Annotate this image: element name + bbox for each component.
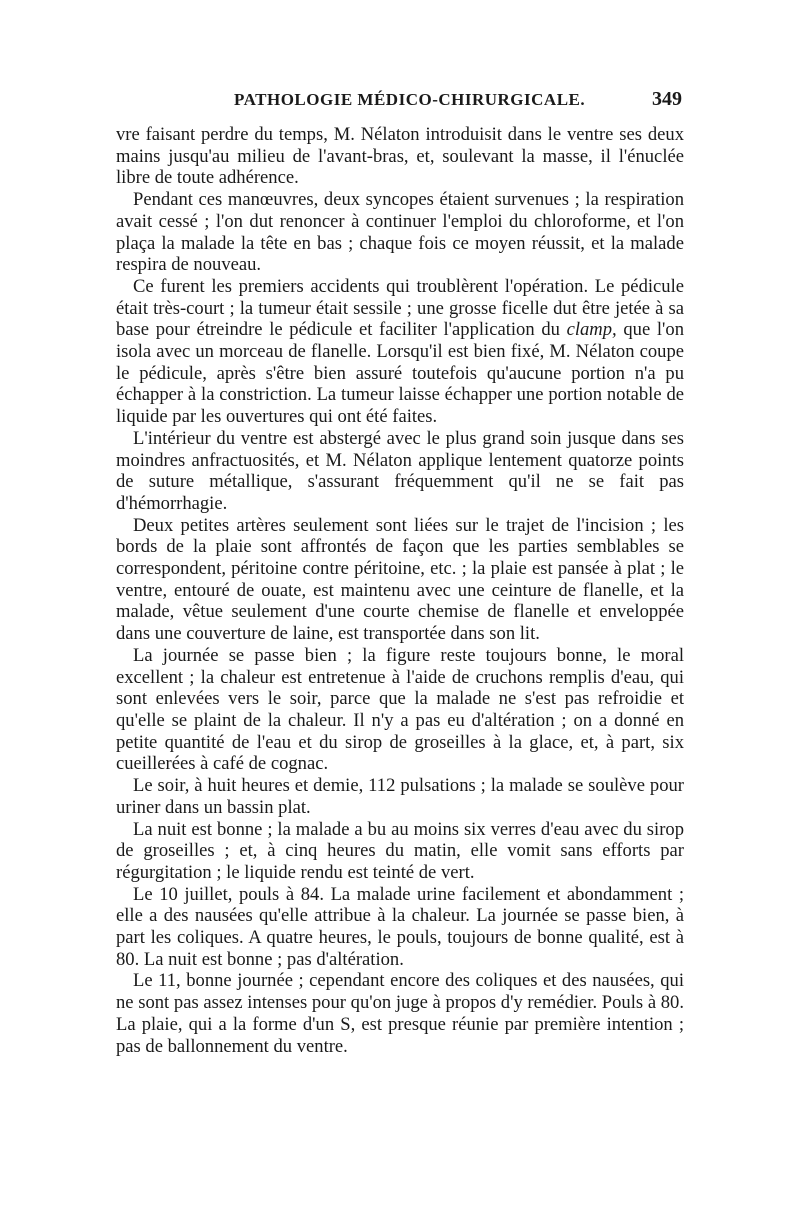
paragraph: La journée se passe bien ; la figure reste toujours bonne, le moral excellent ; la chaleur est entretenue à l'aide de cruchons remplis d'eau, qui sont enlevées vers le soir, parce que la malade ne s'est pas refroidie et qu'elle se plaint de la chaleur. Il n'y a pas eu d'altération ; on a donné en petite quantité de l'eau et du sirop de groseilles à la glace, et, à part, six cueillerées à café de cognac.: [116, 644, 684, 775]
paragraph: L'intérieur du ventre est abstergé avec le plus grand soin jusque dans ses moindres anfractuosités, et M. Nélaton applique lentement quatorze points de suture métallique, s'assurant fréquemment qu'il ne se fait pas d'hémorrhagie.: [116, 427, 684, 514]
paragraph: Le 10 juillet, pouls à 84. La malade urine facilement et abondamment ; elle a des nausées qu'elle attribue à la chaleur. La journée se passe bien, à part les coliques. A quatre heures, le pouls, toujours de bonne qualité, est à 80. La nuit est bonne ; pas d'altération.: [116, 883, 684, 970]
italic-term: clamp,: [566, 319, 617, 341]
paragraph: Deux petites artères seulement sont liées sur le trajet de l'incision ; les bords de la plaie sont affrontés de façon que les parties semblables se correspondent, péritoine contre péritoine, etc. ; la plaie est pansée à plat ; le ventre, entouré de ouate, est maintenu avec une ceinture de flanelle, et la malade, vêtue seulement d'une courte chemise de flanelle et enveloppée dans une couverture de laine, est transportée dans son lit.: [116, 514, 684, 645]
paragraph: Le 11, bonne journée ; cependant encore des coliques et des nausées, qui ne sont pas assez intenses pour qu'on juge à propos d'y remédier. Pouls à 80. La plaie, qui a la forme d'un S, est presque réunie par première intention ; pas de ballonnement du ventre.: [116, 970, 684, 1057]
running-title: PATHOLOGIE MÉDICO-CHIRURGICALE.: [234, 90, 586, 109]
paragraph-text: Ce furent les premiers accidents qui troublèrent l'opération. Le pédicule était très-court ; la tumeur était sessile ; une grosse ficelle dut être jetée à sa base pour étreindre le pédicule et faciliter l'application du: [116, 275, 684, 341]
paragraph-text: que l'on isola avec un morceau de flanelle. Lorsqu'il est bien fixé, M. Nélaton coupe le pédicule, après s'être bien assuré toutefois qu'aucune portion n'a pu échapper à la constriction. La tumeur laisse échapper une portion notable de liquide par les ouvertures qui ont été faites.: [116, 319, 684, 428]
paragraph: La nuit est bonne ; la malade a bu au moins six verres d'eau avec du sirop de groseilles ; et, à cinq heures du matin, elle vomit sans efforts par régurgitation ; le liquide rendu est teinté de vert.: [116, 818, 684, 883]
paragraph: Pendant ces manœuvres, deux syncopes étaient survenues ; la respiration avait cessé ; l'on dut renoncer à continuer l'emploi du chloroforme, et l'on plaça la malade la tête en bas ; chaque fois ce moyen réussit, et la malade respira de nouveau.: [116, 189, 684, 276]
paragraph-continued: vre faisant perdre du temps, M. Nélaton introduisit dans le ventre ses deux mains jusqu'au milieu de l'avant-bras, et, soulevant la masse, il l'énuclée libre de toute adhérence.: [116, 124, 684, 189]
paragraph: [116, 276, 684, 428]
body-text: [116, 124, 684, 1057]
page-number: 349: [652, 88, 682, 110]
paragraph: Le soir, à huit heures et demie, 112 pulsations ; la malade se soulève pour uriner dans un bassin plat.: [116, 775, 684, 818]
page-header: [116, 90, 684, 114]
